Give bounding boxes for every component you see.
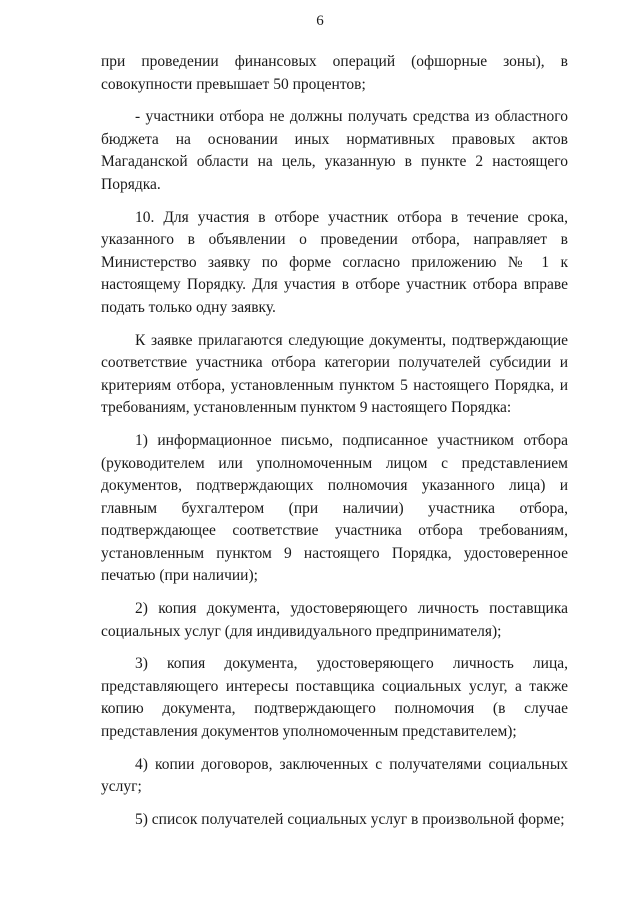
list-item-4-contracts: 4) копии договоров, заключенных с получателями социальных услуг;	[101, 755, 568, 796]
paragraph-offshore-continuation: при проведении финансовых операций (офшорные зоны), в совокупности превышает 50 процентов;	[101, 53, 568, 93]
list-item-5-recipients-list: 5) список получателей социальных услуг в произвольной форме;	[135, 810, 565, 828]
paragraph-item-10-application: 10. Для участия в отборе участник отбора в течение срока, указанного в объявлении о проведении отбора, направляет в Министерство заявку по форме согласно приложению № 1 к настоящему Порядку. Для участия в отборе участник отбора вправе подать только одну заявку.	[101, 208, 568, 316]
paragraph-attached-documents: К заявке прилагаются следующие документы, подтверждающие соответствие участника отбора категории получателей субсидии и критериям отбора, установленным пунктом 5 настоящего Порядка, и требованиям, установленным пунктом 9 настоящего Порядка:	[101, 331, 568, 417]
list-item-1-info-letter: 1) информационное письмо, подписанное участником отбора (руководителем или уполномоченным лицом с представлением документов, подтверждающих полномочия указанного лица) и главным бухгалтером (при наличии) участника отбора, подтверждающее соответствие участника отбора требованиям, установленным пунктом 9 настоящего Порядка, удостоверенное печатью (при наличии);	[101, 431, 568, 585]
list-item-3-representative-copy: 3) копия документа, удостоверяющего личность лица, представляющего интересы поставщика социальных услуг, а также копию документа, подтверждающего полномочия (в случае представления документов уполномоченным представителем);	[101, 655, 568, 741]
paragraph-no-other-funding: - участники отбора не должны получать средства из областного бюджета на основании иных нормативных правовых актов Магаданской области на цель, указанную в пункте 2 настоящего Порядка.	[101, 108, 568, 193]
list-item-2-identity-copy: 2) копия документа, удостоверяющего личность поставщика социальных услуг (для индивидуального предпринимателя);	[101, 600, 568, 640]
document-body	[101, 51, 568, 835]
page-number: 6	[316, 13, 324, 29]
